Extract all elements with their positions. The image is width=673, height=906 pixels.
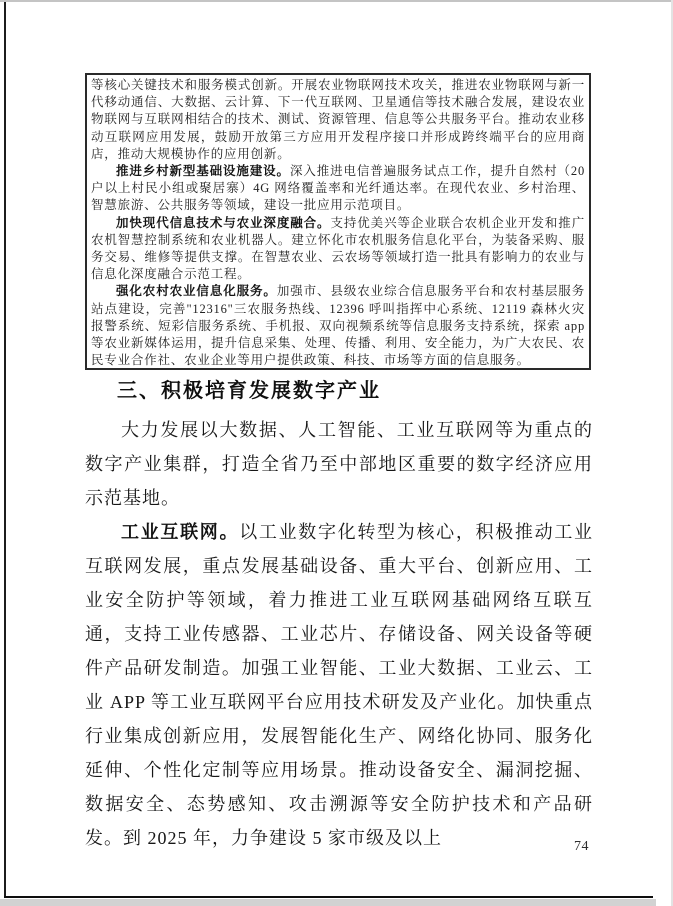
body-paragraphs [85,413,593,855]
paragraph: 工业互联网。以工业数字化转型为核心，积极推动工业互联网发展，重点发展基础设备、重大平台、创新应用、工业安全防护等领域，着力推进工业互联网基础网络互联互通，支持工业传感器、工业芯片、存储设备、网关设备等硬件产品研发制造。加强工业智能、工业大数据、工业云、工业 APP 等工业互联网平台应用技术研发及产业化。加快重点行业集成创新应用，发展智能化生产、网络化协同、服务化延伸、个性化定制等应用场景。推动设备安全、漏洞挖掘、数据安全、态势感知、攻击溯源等安全防护技术和产品研发。到 2025 年，力争建设 5 家市级及以上 [85,522,594,848]
paragraph: 推进乡村新型基础设施建设。深入推进电信普遍服务试点工作，提升自然村（20户以上村民小组或聚居寨）4G 网络覆盖率和光纤通达率。在现代农业、乡村治理、智慧旅游、公共服务等领域，建设一批应用示范项目。 [91,164,585,213]
page-edge-left [4,2,6,897]
paragraph: 加快现代信息技术与农业深度融合。支持优美兴等企业联合农机企业开发和推广农机智慧控制系统和农业机器人。建立怀化市农机服务信息化平台，为装备采购、服务交易、维修等提供支撑。在智慧农业、云农场等领域打造一批具有影响力的农业与信息化深度融合示范工程。 [91,215,585,282]
paragraph: 等核心关键技术和服务模式创新。开展农业物联网技术攻关，推进农业物联网与新一代移动通信、大数据、云计算、下一代互联网、卫星通信等技术融合发展，建设农业物联网与互联网相结合的技术、测试、资源管理、信息等公共服务平台。推动农业移动互联网应用发展，鼓励开放第三方应用开发程序接口并形成跨终端平台的应用商店，推动大规模协作的应用创新。 [91,78,585,161]
boxed-text-section [85,73,591,370]
main-content [85,378,593,855]
page-edge-top [0,0,673,2]
paragraph-lead: 推进乡村新型基础设施建设。 [116,164,290,179]
paragraph-lead: 工业互联网。 [121,522,240,542]
page-number: 74 [574,839,589,854]
page-edge-bottom-strip [0,899,656,906]
page-edge-bottom [4,896,653,898]
paragraph: 强化农村农业信息化服务。加强市、县级农业综合信息服务平台和农村基层服务站点建设，完善"12316"三农服务热线、12396 呼叫指挥中心系统、12119 森林火灾报警系统、短彩信服务系统、手机报、双向视频系统等信息服务支持系统，探索 app 等农业新媒体运用，提升信息采集、处理、传播、利用、安全能力，为广大农民、农民专业合作社、农业企业等用户提供政策、科技、市场等方面的信息服务。 [91,284,585,368]
paragraph-lead: 强化农村农业信息化服务。 [116,284,277,299]
paragraph-lead: 加快现代信息技术与农业深度融合。 [116,215,331,230]
section-heading: 三、积极培育发展数字产业 [117,380,381,402]
paragraph: 大力发展以大数据、人工智能、工业互联网等为重点的数字产业集群，打造全省乃至中部地区重要的数字经济应用示范基地。 [85,420,593,508]
